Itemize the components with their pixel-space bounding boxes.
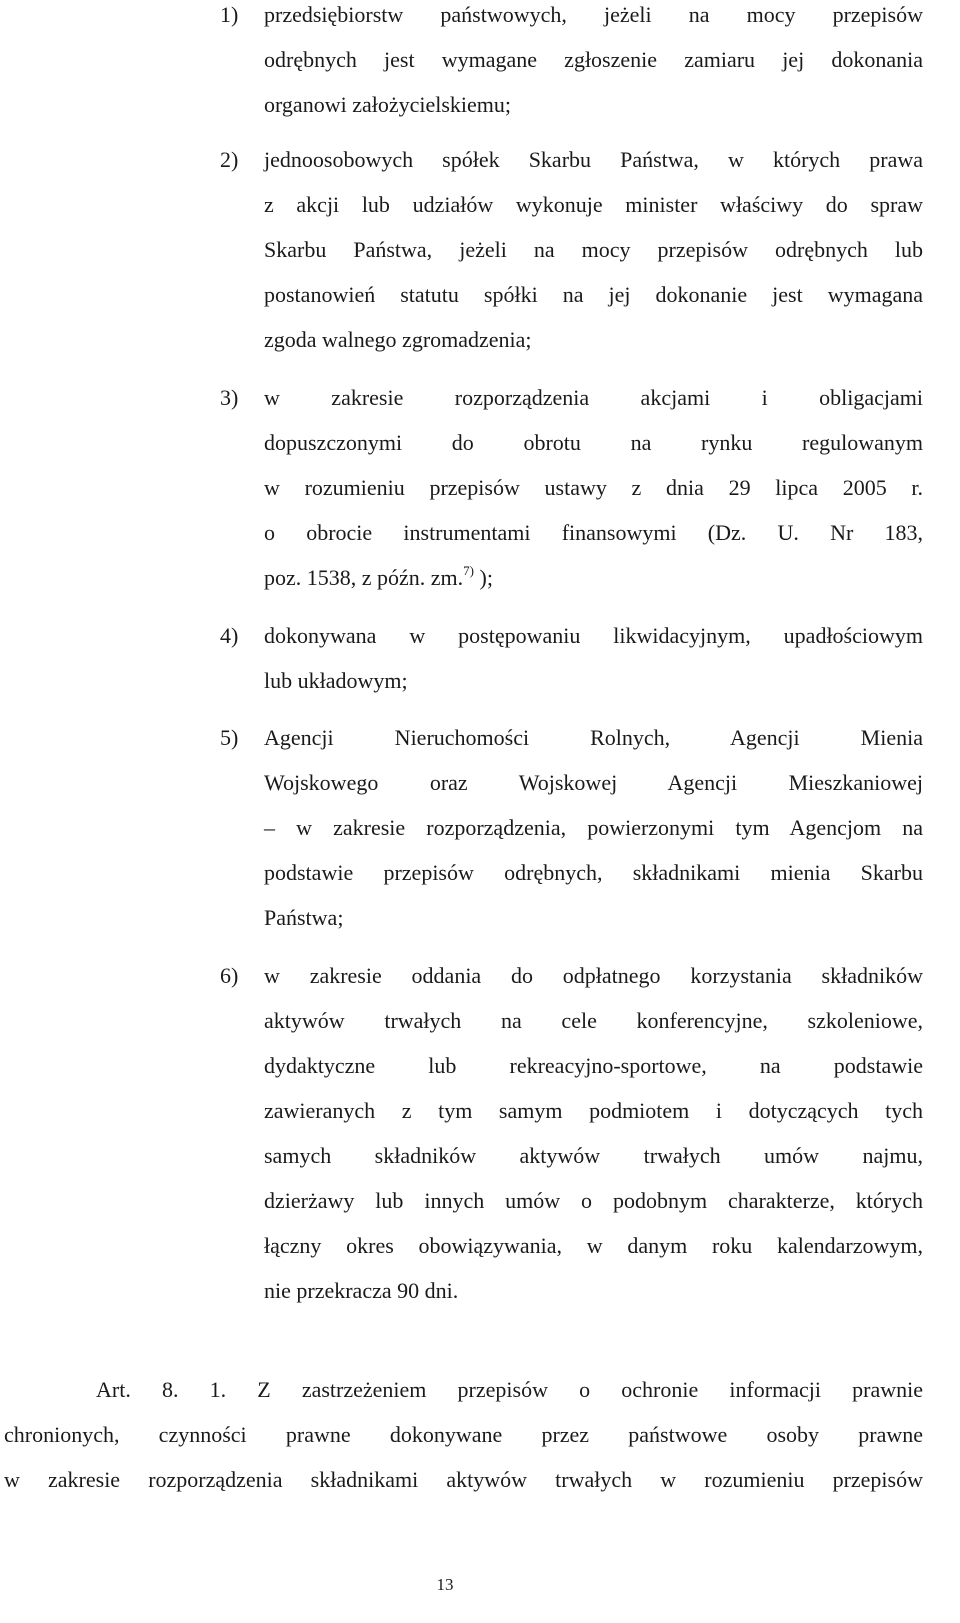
item-3-line-3: w rozumieniu przepisów ustawy z dnia 29 lipca 2005 r. [264, 475, 923, 500]
item-1-line-1: przedsiębiorstw państwowych, jeżeli na mocy przepisów [264, 2, 923, 27]
item-5-line-1: Agencji Nieruchomości Rolnych, Agencji Mienia [264, 725, 923, 750]
item-6-line-7: łączny okres obowiązywania, w danym roku kalendarzowym, [264, 1233, 923, 1258]
article-line-3: w zakresie rozporządzenia składnikami aktywów trwałych w rozumieniu przepisów [4, 1467, 923, 1492]
item-3-line-2: dopuszczonymi do obrotu na rynku regulowanym [264, 430, 923, 455]
item-3-line-4: o obrocie instrumentami finansowymi (Dz. U. Nr 183, [264, 520, 923, 545]
item-6-line-5: samych składników aktywów trwałych umów najmu, [264, 1143, 923, 1168]
item-3-line-5 [264, 563, 923, 593]
item-number: 6) [220, 963, 239, 988]
item-4-line-2: lub układowym; [264, 668, 408, 693]
item-2-line-2: z akcji lub udziałów wykonuje minister właściwy do spraw [264, 192, 923, 217]
item-6-line-6: dzierżawy lub innych umów o podobnym charakterze, których [264, 1188, 923, 1213]
item-2-line-4: postanowień statutu spółki na jej dokonanie jest wymagana [264, 282, 923, 307]
item-3-line-1: w zakresie rozporządzenia akcjami i obligacjami [264, 385, 923, 410]
item-5-line-5: Państwa; [264, 905, 344, 930]
item-number: 5) [220, 725, 239, 750]
article-line-2: chronionych, czynności prawne dokonywane przez państwowe osoby prawne [4, 1422, 923, 1447]
item-5-line-2: Wojskowego oraz Wojskowej Agencji Mieszkaniowej [264, 770, 923, 795]
item-6-line-2: aktywów trwałych na cele konferencyjne, szkoleniowe, [264, 1008, 923, 1033]
item-2-line-5: zgoda walnego zgromadzenia; [264, 327, 532, 352]
item-number: 3) [220, 385, 239, 410]
article-line-1: Art. 8. 1. Z zastrzeżeniem przepisów o ochronie informacji prawnie [96, 1377, 923, 1402]
item-5-line-4: podstawie przepisów odrębnych, składnikami mienia Skarbu [264, 860, 923, 885]
item-1-line-2: odrębnych jest wymagane zgłoszenie zamiaru jej dokonania [264, 47, 923, 72]
item-5-line-3: – w zakresie rozporządzenia, powierzonymi tym Agencjom na [264, 815, 923, 840]
item-3-line-5-tail: ); [474, 565, 493, 590]
item-6-line-3: dydaktyczne lub rekreacyjno-sportowe, na podstawie [264, 1053, 923, 1078]
item-2-line-3: Skarbu Państwa, jeżeli na mocy przepisów odrębnych lub [264, 237, 923, 262]
item-6-line-4: zawieranych z tym samym podmiotem i dotyczących tych [264, 1098, 923, 1123]
item-6-line-8: nie przekracza 90 dni. [264, 1278, 459, 1303]
item-2-line-1: jednoosobowych spółek Skarbu Państwa, w których prawa [264, 147, 923, 172]
page-number: 13 [436, 1575, 454, 1594]
item-6-line-1: w zakresie oddania do odpłatnego korzystania składników [264, 963, 923, 988]
item-1-line-3: organowi założycielskiemu; [264, 92, 512, 117]
item-4-line-1: dokonywana w postępowaniu likwidacyjnym, upadłościowym [264, 623, 923, 648]
item-number: 1) [220, 2, 239, 27]
item-3-line-5-text: poz. 1538, z późn. zm. [264, 565, 464, 590]
item-number: 2) [220, 147, 239, 172]
item-number: 4) [220, 623, 239, 648]
footnote-ref: 7) [463, 563, 475, 578]
